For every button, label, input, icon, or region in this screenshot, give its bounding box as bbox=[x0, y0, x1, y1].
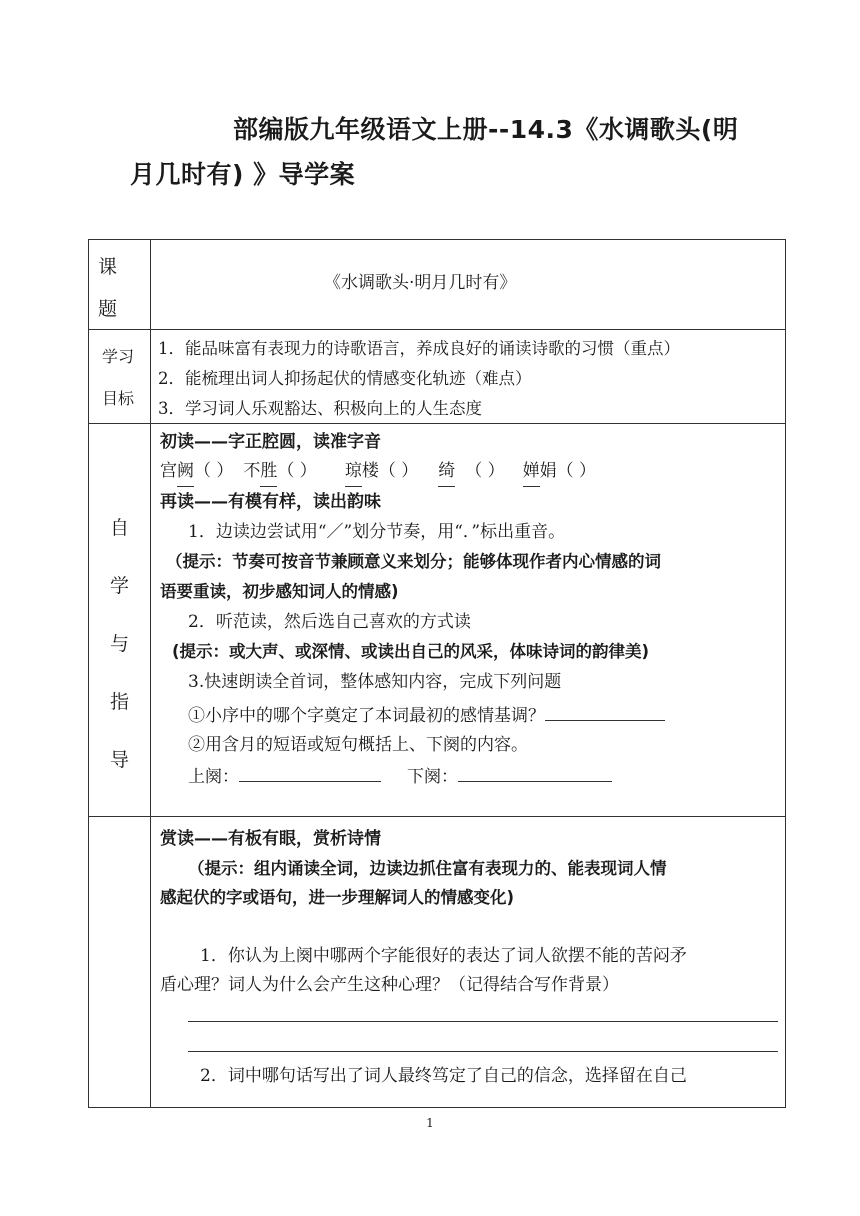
document-title-line-1: 部编版九年级语文上册--14.3《水调歌头(明 bbox=[233, 115, 739, 144]
answer-line-q3-1[interactable] bbox=[188, 1021, 778, 1022]
question-3-a: 1．你认为上阕中哪两个字能很好的表达了词人欲摆不能的苦闷矛 bbox=[200, 946, 687, 966]
pronunciation-line bbox=[160, 456, 596, 487]
instruction-step-1: 1．边读边尝试用“／”划分节奏，用“．”标出重音。 bbox=[188, 522, 566, 542]
pron-blank[interactable]: （ ） bbox=[277, 461, 317, 481]
tip-rhythm-a: （提示：节奏可按音节兼顾意义来划分；能够体现作者内心情感的词 bbox=[166, 552, 661, 571]
row-label-self-study-3: 与 bbox=[110, 633, 130, 655]
question-4: 2．词中哪句话写出了词人最终笃定了自己的信念，选择留在自己 bbox=[200, 1066, 687, 1086]
section-heading-second-read: 再读——有模有样，读出韵味 bbox=[160, 492, 381, 512]
goal-item-2: 2．能梳理出词人抑扬起伏的情感变化轨迹（难点） bbox=[158, 369, 532, 388]
row-label-self-study-5: 导 bbox=[110, 749, 130, 771]
section-heading-first-read: 初读——字正腔圆，读准字音 bbox=[160, 432, 381, 452]
row-label-self-study-4: 指 bbox=[110, 691, 130, 713]
table-row-divider bbox=[88, 816, 785, 817]
pron-blank[interactable]: （ ） bbox=[556, 461, 597, 481]
pron-underlined-char: 胜 bbox=[260, 456, 277, 487]
table-row-divider bbox=[88, 329, 785, 330]
upper-stanza-label: 上阕： bbox=[188, 767, 239, 787]
document-title-line-2: 月几时有) 》导学案 bbox=[130, 160, 356, 189]
row-label-topic-a: 课 bbox=[98, 256, 118, 278]
tip-rhythm-b: 语要重读，初步感知词人的情感) bbox=[160, 582, 399, 601]
question-2: ②用含月的短语或短句概括上、下阕的内容。 bbox=[188, 735, 528, 755]
pron-blank[interactable]: （ ） bbox=[194, 461, 234, 481]
pron-underlined-char: 婵 bbox=[523, 456, 540, 487]
pron-word: 不 bbox=[243, 461, 261, 481]
goal-item-1: 1．能品味富有表现力的诗歌语言，养成良好的诵读诗歌的习惯（重点） bbox=[158, 339, 680, 358]
tip-appreciation-a: （提示：组内诵读全词，边读边抓住富有表现力的、能表现词人情 bbox=[188, 859, 667, 878]
section-heading-appreciation: 赏读——有板有眼，赏析诗情 bbox=[160, 829, 381, 849]
instruction-step-3: 3.快速朗读全首词，整体感知内容，完成下列问题 bbox=[188, 672, 562, 692]
pron-word: 娟 bbox=[539, 461, 557, 481]
goal-item-3: 3．学习词人乐观豁达、积极向上的人生态度 bbox=[158, 399, 482, 418]
row-label-topic-b: 题 bbox=[98, 298, 118, 320]
question-1-text: ①小序中的哪个字奠定了本词最初的感情基调？ bbox=[188, 706, 545, 726]
pron-underlined-char: 琼 bbox=[345, 456, 362, 487]
pron-word: 楼 bbox=[361, 461, 379, 481]
row-label-self-study-1: 自 bbox=[110, 517, 130, 539]
question-1 bbox=[188, 700, 665, 731]
row-label-self-study-2: 学 bbox=[110, 575, 130, 597]
answer-blank-q1[interactable] bbox=[545, 700, 665, 721]
answer-line-q3-2[interactable] bbox=[188, 1051, 778, 1052]
pron-word: 宫 bbox=[160, 461, 177, 481]
pron-blank[interactable]: （ ） bbox=[465, 461, 505, 481]
pron-underlined-char: 阙 bbox=[177, 456, 194, 487]
summary-answer-row bbox=[188, 761, 612, 792]
pron-blank[interactable]: （ ） bbox=[378, 461, 419, 481]
row-label-goals-b: 目标 bbox=[102, 389, 135, 408]
tip-appreciation-b: 感起伏的字或语句，进一步理解词人的情感变化) bbox=[160, 888, 515, 907]
answer-blank-lower-stanza[interactable] bbox=[458, 761, 612, 782]
row-label-goals-a: 学习 bbox=[102, 347, 135, 366]
lower-stanza-label: 下阕： bbox=[407, 767, 458, 787]
question-3-b: 盾心理？词人为什么会产生这种心理？（记得结合写作背景） bbox=[160, 975, 619, 995]
instruction-step-2: 2．听范读，然后选自己喜欢的方式读 bbox=[188, 612, 471, 632]
lesson-topic: 《水调歌头·明月几时有》 bbox=[324, 273, 517, 293]
page-number: 1 bbox=[426, 1116, 434, 1130]
table-column-divider bbox=[150, 239, 151, 1107]
pron-underlined-char: 绮 bbox=[438, 456, 455, 487]
tip-reading-style: (提示：或大声、或深情、或读出自己的风采，体味诗词的韵律美) bbox=[172, 642, 650, 661]
answer-blank-upper-stanza[interactable] bbox=[239, 761, 381, 782]
